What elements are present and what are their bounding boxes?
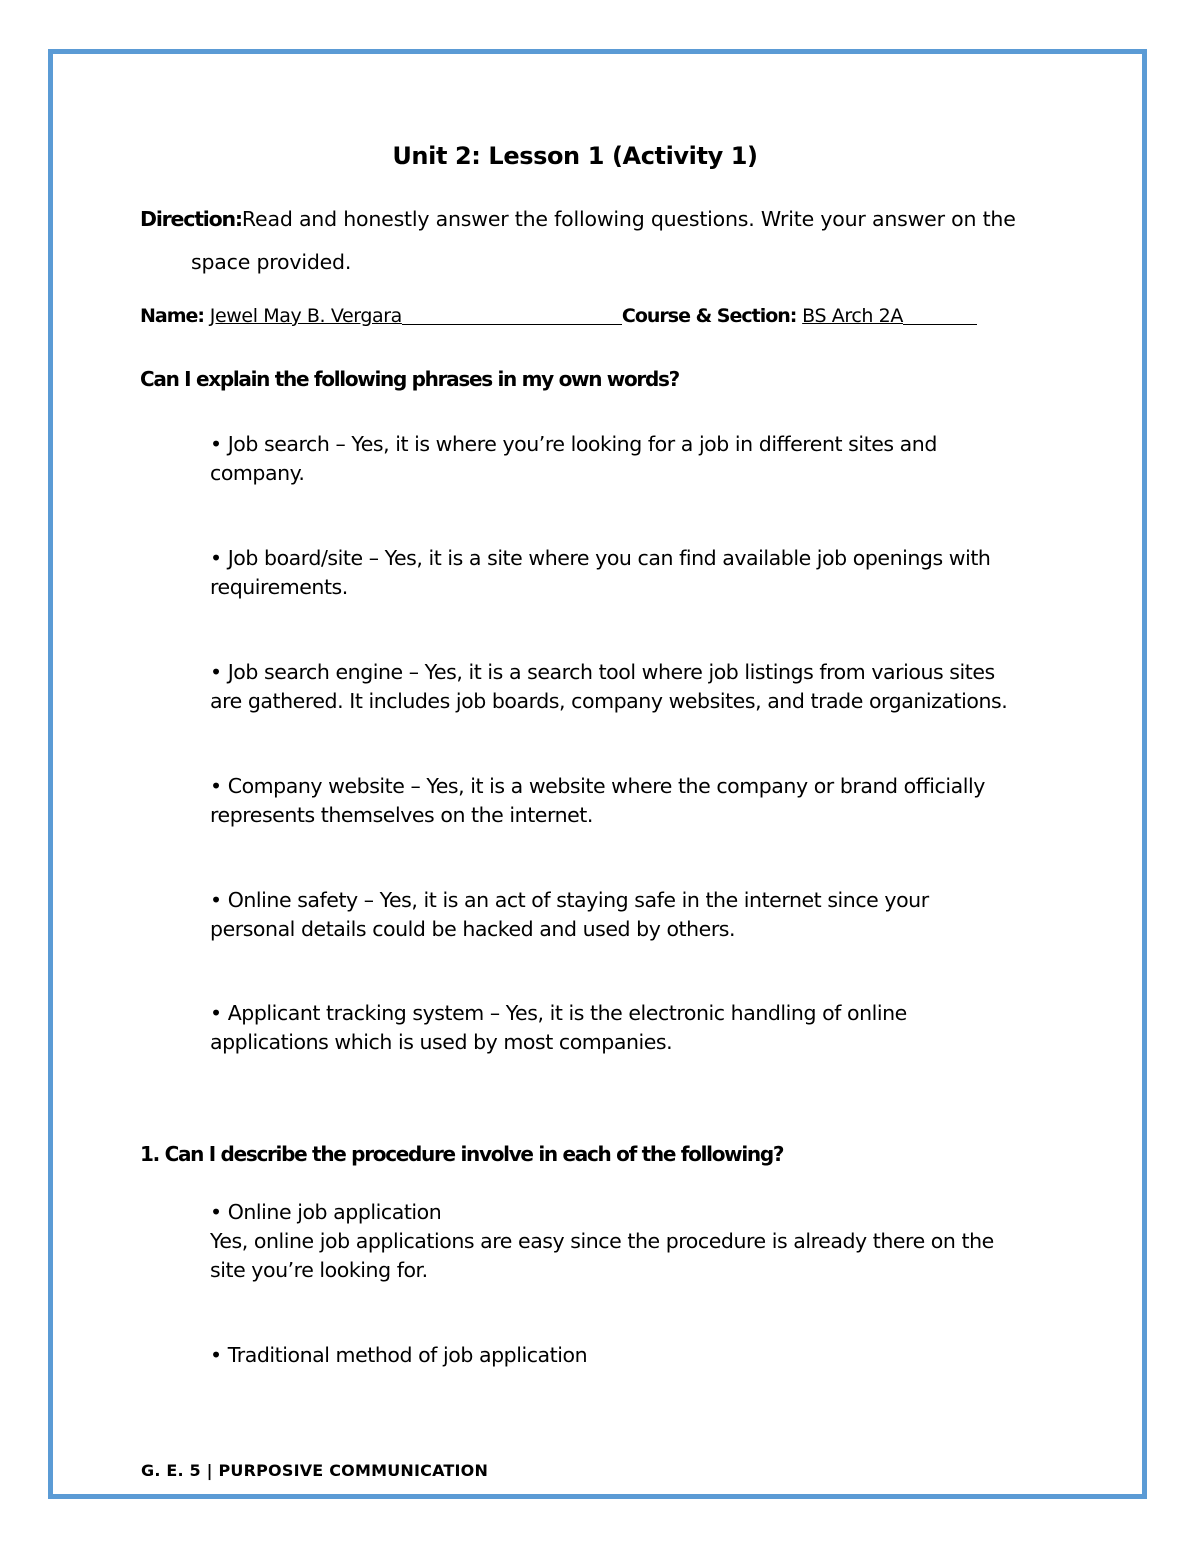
page-footer: G. E. 5 | PURPOSIVE COMMUNICATION — [141, 1461, 489, 1480]
item-line2: represents themselves on the internet. — [210, 803, 593, 827]
item-line1: • Applicant tracking system – Yes, it is the electronic handling of online — [210, 1001, 907, 1025]
name-label: Name: — [140, 305, 205, 327]
list-item — [210, 999, 1090, 1057]
section1-heading: Can I explain the following phrases in my own words? — [140, 367, 679, 391]
list-item — [210, 886, 1090, 944]
item-line1: • Job search – Yes, it is where you’re looking for a job in different sites and — [210, 432, 937, 456]
name-value: Jewel May B. Vergara — [209, 305, 402, 327]
section2-heading: 1. Can I describe the procedure involve in each of the following? — [140, 1142, 784, 1166]
direction-text-line2: space provided. — [191, 250, 352, 274]
item-line2: Yes, online job applications are easy since the procedure is already there on the — [210, 1229, 994, 1253]
item-line1: • Job board/site – Yes, it is a site where you can find available job openings with — [210, 546, 991, 570]
item-line2: personal details could be hacked and used by others. — [210, 917, 736, 941]
item-line3: site you’re looking for. — [210, 1258, 428, 1282]
item-line2: requirements. — [210, 575, 348, 599]
name-underline — [402, 323, 622, 325]
list-item — [210, 1198, 1090, 1285]
item-line1: • Online safety – Yes, it is an act of staying safe in the internet since your — [210, 888, 929, 912]
course-label: Course & Section: — [621, 305, 797, 327]
item-line1: • Online job application — [210, 1200, 442, 1224]
course-underline — [903, 323, 977, 325]
course-value: BS Arch 2A — [802, 305, 903, 327]
direction-label: Direction: — [140, 207, 242, 231]
item-line1: • Job search engine – Yes, it is a search tool where job listings from various sites — [210, 660, 995, 684]
item-line1: • Company website – Yes, it is a website where the company or brand officially — [210, 774, 985, 798]
list-item — [210, 430, 1090, 488]
item-line2: applications which is used by most companies. — [210, 1030, 673, 1054]
item-line1: • Traditional method of job application — [210, 1343, 588, 1367]
list-item — [210, 1341, 1090, 1370]
direction-text-line1: Read and honestly answer the following questions. Write your answer on the — [241, 207, 1016, 231]
list-item — [210, 544, 1090, 602]
direction-block — [140, 198, 1080, 284]
item-line2: company. — [210, 461, 305, 485]
item-line2: are gathered. It includes job boards, company websites, and trade organizations. — [210, 689, 1008, 713]
info-row — [140, 305, 1040, 327]
page-title: Unit 2: Lesson 1 (Activity 1) — [392, 142, 758, 170]
list-item — [210, 658, 1090, 716]
list-item — [210, 772, 1090, 830]
